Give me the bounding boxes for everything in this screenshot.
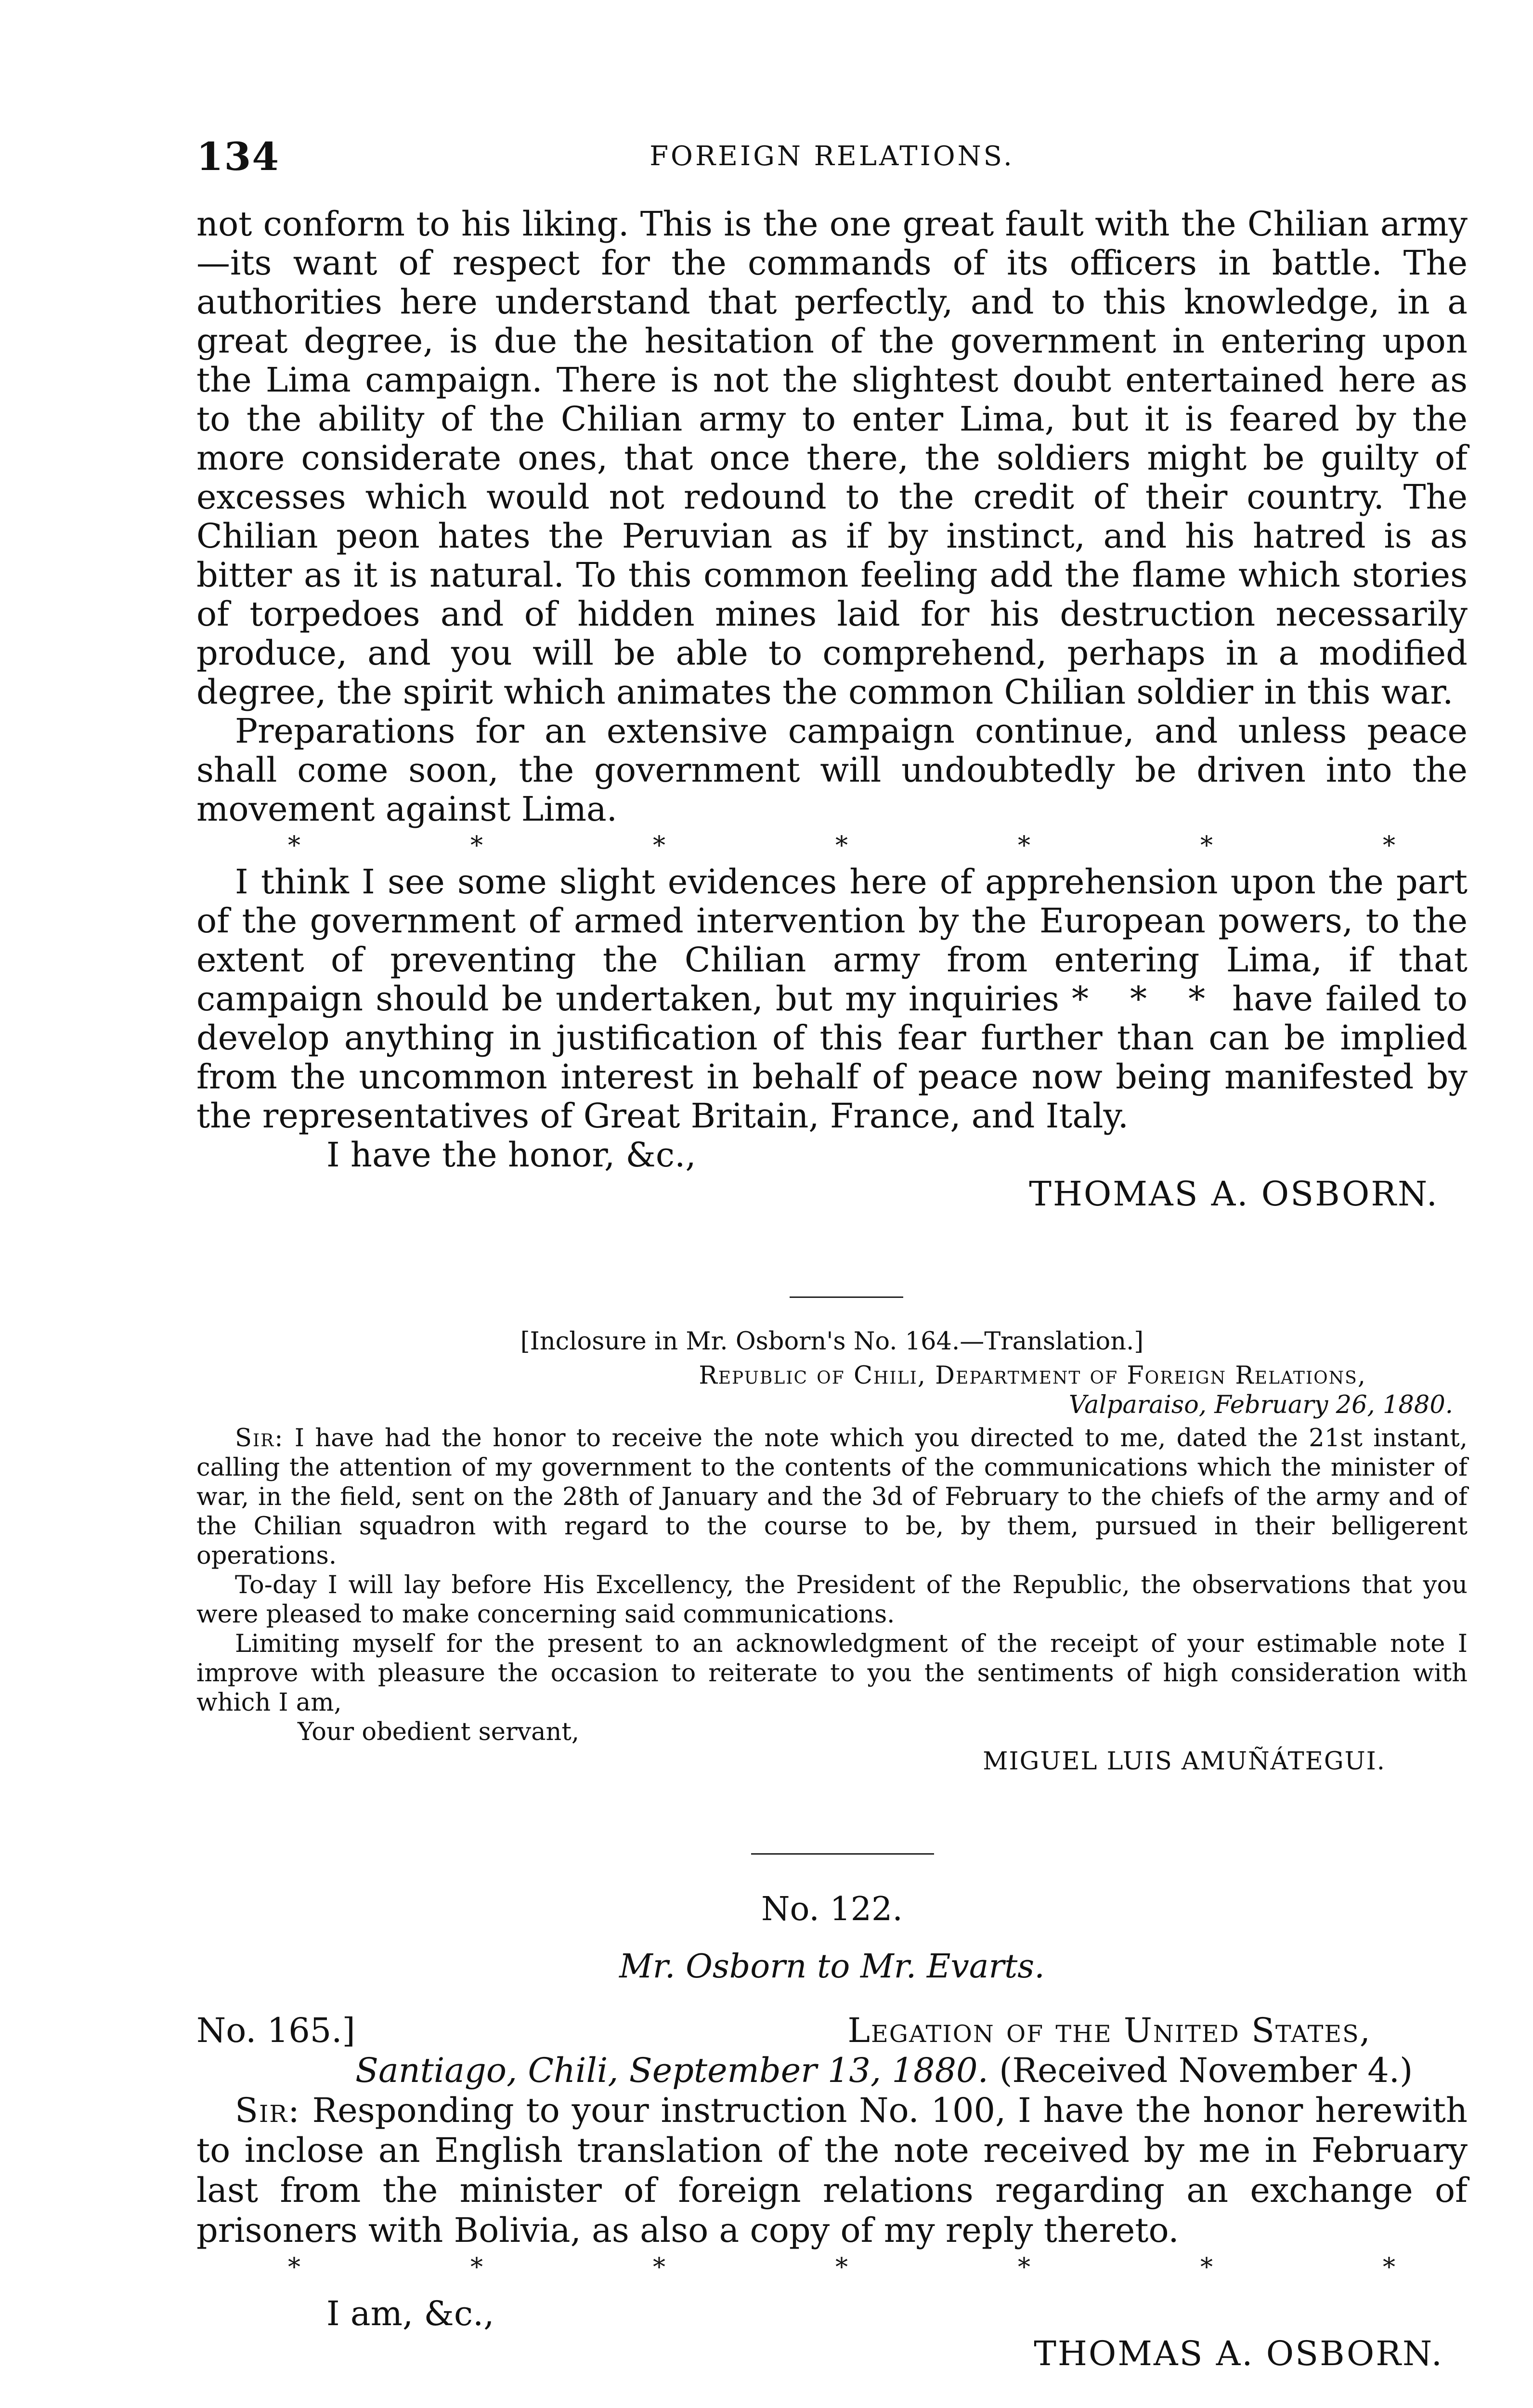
letter-2-signature: THOMAS A. OSBORN. <box>1034 2334 1443 2373</box>
star: * <box>1200 2253 1213 2282</box>
star: * <box>1018 831 1030 860</box>
page-number: 134 <box>196 134 280 179</box>
paragraph-3-end: have failed to develop anything in justification of this fear further than can be implied from the uncommon interest in behalf of peace now being manifested by the representatives of Great Britain, France, and Italy. <box>196 979 1468 1136</box>
inclosure <box>196 1327 1468 1776</box>
ellipsis-stars <box>196 829 1468 863</box>
document-parties: Mr. Osborn to Mr. Evarts. <box>619 1948 1045 1986</box>
page-header <box>196 134 1468 177</box>
document-number: No. 122. <box>761 1890 903 1928</box>
letter-2-dateline <box>196 2051 1468 2091</box>
running-title: FOREIGN RELATIONS. <box>650 141 1014 172</box>
inclosure-place-date: Valparaiso, February 26, 1880. <box>1068 1391 1453 1419</box>
letter-2-paragraph-1-text: Responding to your instruction No. 100, I have the honor herewith to inclose an English translation of the note received by me in February last from the minister of foreign relations regarding an exchange of prisoners with Bolivia, as also a copy of my reply thereto. <box>196 2091 1468 2250</box>
star: * <box>653 831 665 860</box>
letter-2 <box>196 1890 1468 2374</box>
inclosure-paragraph-1 <box>196 1424 1468 1570</box>
legation-name: Legation of the United States, <box>847 2011 1371 2050</box>
section-divider <box>790 1296 903 1298</box>
inclosure-closing: Your obedient servant, <box>298 1718 580 1746</box>
star: * <box>1383 831 1395 860</box>
star: * <box>1018 2253 1030 2282</box>
letter-paragraph-2: Preparations for an extensive campaign continue, and unless peace shall come soon, the government will undoubtedly be driven into the movement against Lima. <box>196 711 1468 829</box>
star: * <box>288 831 300 860</box>
inclosure-paragraph-1-text: I have had the honor to receive the note which you directed to me, dated the 21st instant, calling the attention of my government to the contents of the communications which the minister of war, in the field, sent on the 28th of January and the 3d of February to the chiefs of the army and of the Chilian squadron with regard to the course to be, by them, pursued in their belligerent operations. <box>196 1424 1468 1570</box>
inclosure-caption: [Inclosure in Mr. Osborn's No. 164.—Translation.] <box>520 1327 1144 1356</box>
star: * <box>835 831 848 860</box>
letter-signature: THOMAS A. OSBORN. <box>1029 1174 1439 1214</box>
letter-closing: I have the honor, &c., <box>326 1135 696 1175</box>
salutation: Sir: <box>235 2091 300 2130</box>
section-divider <box>751 1853 934 1855</box>
ellipsis-stars <box>196 2251 1468 2284</box>
star: * <box>1383 2253 1395 2282</box>
letter-2-closing: I am, &c., <box>326 2294 494 2333</box>
inclosure-sender: Republic of Chili, Department of Foreign Relations, <box>699 1361 1366 1390</box>
dispatch-number: No. 165.] <box>196 2011 355 2050</box>
letter-2-paragraph-1 <box>196 2091 1468 2251</box>
star: * <box>653 2253 665 2282</box>
star: * <box>470 2253 483 2282</box>
letter-2-place-date: Santiago, Chili, September 13, 1880. <box>355 2051 988 2090</box>
star: * <box>288 2253 300 2282</box>
star: * <box>470 831 483 860</box>
inclosure-paragraph-3: Limiting myself for the present to an acknowledgment of the receipt of your estimable note I improve with pleasure the occasion to reiterate to you the sentiments of high consideration with which I am, <box>196 1630 1468 1717</box>
star: * <box>1200 831 1213 860</box>
salutation: Sir: <box>235 1424 284 1453</box>
letter-body <box>196 205 1468 1214</box>
inclosure-paragraph-2: To-day I will lay before His Excellency, the President of the Republic, the observations that you were pleased to make concerning said communications. <box>196 1571 1468 1629</box>
letter-paragraph-1: not conform to his liking. This is the one great fault with the Chilian army—its want of respect for the commands of its officers in battle. The authorities here understand that perfectly, and to this knowledge, in a great degree, is due the hesitation of the government in entering upon the Lima campaign. There is not the slightest doubt entertained here as to the ability of the Chilian army to enter Lima, but it is feared by the more considerate ones, that once there, the soldiers might be guilty of excesses which would not redound to the credit of their country. The Chilian peon hates the Peruvian as if by instinct, and his hatred is as bitter as it is natural. To this common feeling add the flame which stories of torpedoes and of hidden mines laid for his destruction necessarily produce, and you will be able to comprehend, perhaps in a modified degree, the spirit which animates the common Chilian soldier in this war. <box>196 204 1468 712</box>
inline-ellipsis-stars: * * * <box>1071 979 1220 1019</box>
paragraph-3-start: I think I see some slight evidences here of apprehension upon the part of the government of armed intervention by the European powers, to the extent of preventing the Chilian army from entering Lima, if that campaign should be undertaken, but my inquiries <box>196 862 1468 1019</box>
letter-2-body <box>196 2011 1468 2374</box>
letter-paragraph-3 <box>196 863 1468 1136</box>
dispatch-line <box>196 2011 1468 2051</box>
star: * <box>835 2253 848 2282</box>
inclosure-signature: MIGUEL LUIS AMUÑÁTEGUI. <box>983 1747 1386 1776</box>
received-date: (Received November 4.) <box>999 2051 1413 2090</box>
